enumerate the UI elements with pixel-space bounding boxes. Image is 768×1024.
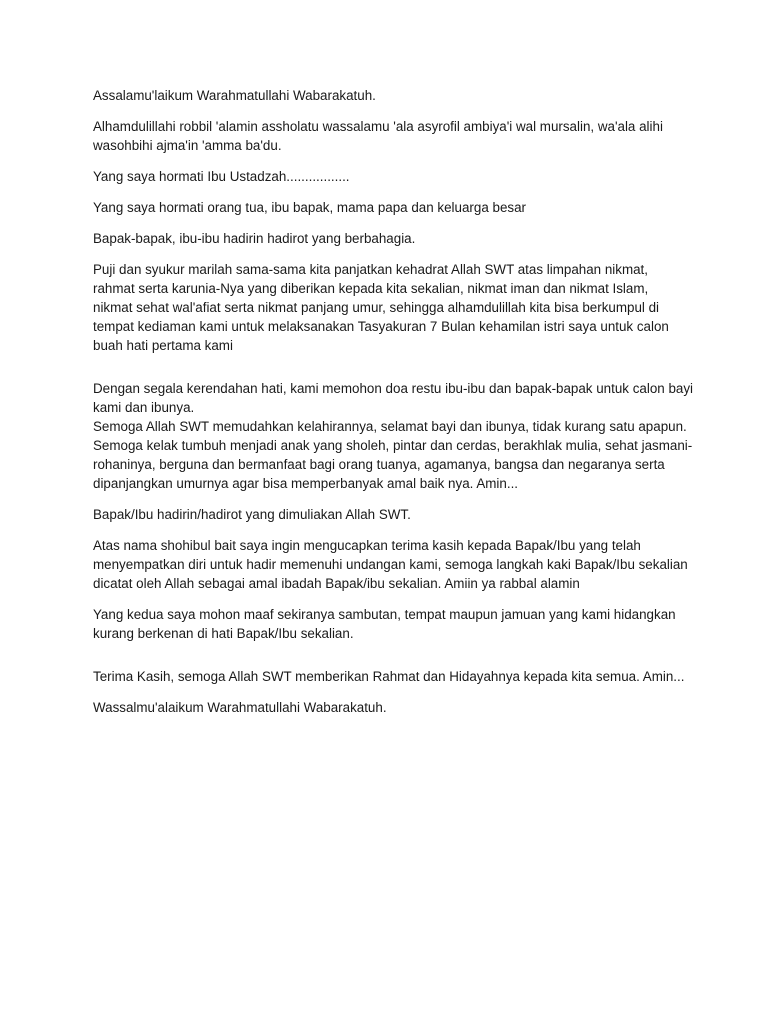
gratitude-paragraph: Puji dan syukur marilah sama-sama kita panjatkan kehadrat Allah SWT atas limpahan nikmat, rahmat serta karunia-Nya yang diberikan kepada kita sekalian, nikmat iman dan nikmat Islam, nikmat sehat wal'afiat serta nikmat panjang umur, sehingga alhamdulillah kita bisa berkumpul di tempat kediaman kami untuk melaksanakan Tasyakuran 7 Bulan kehamilan istri saya untuk calon buah hati pertama kami: [93, 262, 669, 353]
salutation-ustadzah: Yang saya hormati Ibu Ustadzah.................: [93, 169, 350, 184]
greeting-closing: Wassalmu'alaikum Warahmatullahi Wabarakatuh.: [93, 700, 387, 715]
apology-paragraph: Yang kedua saya mohon maaf sekiranya sambutan, tempat maupun jamuan yang kami hidangkan kurang berkenan di hati Bapak/Ibu sekalian.: [93, 607, 676, 641]
address-guests: Bapak/Ibu hadirin/hadirot yang dimuliakan Allah SWT.: [93, 507, 411, 522]
closing-thanks: Terima Kasih, semoga Allah SWT memberikan Rahmat dan Hidayahnya kepada kita semua. Amin...: [93, 669, 685, 684]
salutation-guests: Bapak-bapak, ibu-ibu hadirin hadirot yang berbahagia.: [93, 231, 416, 246]
greeting-opening: Assalamu'laikum Warahmatullahi Wabarakatuh.: [93, 88, 376, 103]
thanks-paragraph: Atas nama shohibul bait saya ingin mengucapkan terima kasih kepada Bapak/Ibu yang telah menyempatkan diri untuk hadir memenuhi undangan kami, semoga langkah kaki Bapak/Ibu sekalian dicatat oleh Allah sebagai amal ibadah Bapak/ibu sekalian. Amiin ya rabbal alamin: [93, 538, 688, 591]
opening-prayer: Alhamdulillahi robbil 'alamin assholatu wassalamu 'ala asyrofil ambiya'i wal mursalin, wa'ala alihi wasohbihi ajma'in 'amma ba'du.: [93, 119, 663, 153]
salutation-family: Yang saya hormati orang tua, ibu bapak, mama papa dan keluarga besar: [93, 200, 526, 215]
prayer-request-paragraph: Dengan segala kerendahan hati, kami memohon doa restu ibu-ibu dan bapak-bapak untuk calon bayi kami dan ibunya. Semoga Allah SWT memudahkan kelahirannya, selamat bayi dan ibunya, tidak kurang satu apapun. Semoga kelak tumbuh menjadi anak yang sholeh, pintar dan cerdas, berakhlak mulia, sehat jasmani- rohaninya, berguna dan bermanfaat bagi orang tuanya, agamanya, bangsa dan negaranya serta dipanjangkan umurnya agar bisa memperbanyak amal baik nya. Amin...: [93, 381, 694, 491]
document-body: [93, 86, 693, 729]
